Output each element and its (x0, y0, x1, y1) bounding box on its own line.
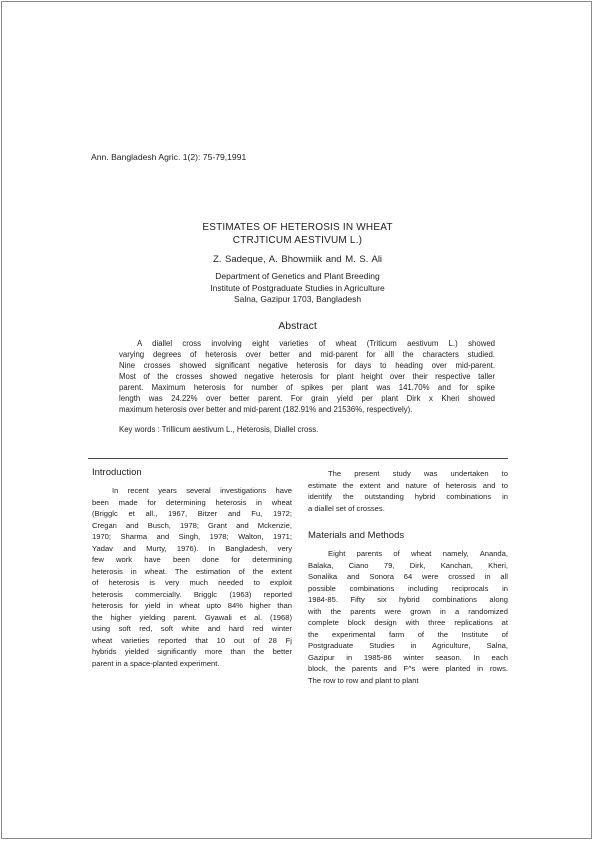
abstract-line: maximum heterosis over better and mid-parent (182.91% and 21536%, respectively). (119, 405, 413, 414)
body-line: 1970; Sharma and Singh, 1978; Walton, 1971; (92, 532, 292, 541)
body-line: Postgraduate Studies in Agriculture, Salna, (308, 641, 508, 650)
body-line: The present study was undertaken to (328, 469, 508, 478)
body-line: heterosis for yield in wheat upto 84% higher than (92, 601, 292, 610)
introduction-text (92, 485, 292, 669)
body-line: identify the outstanding hybrid combinations in (308, 492, 508, 501)
journal-citation: Ann. Bangladesh Agric. 1(2): 75-79,1991 (91, 152, 247, 162)
body-line: Eight parents of wheat namely, Ananda, (328, 549, 508, 558)
body-line: The row to row and plant to plant (308, 675, 419, 685)
body-line: been made for determining heterosis in wheat (92, 497, 292, 507)
title-line: ESTIMATES OF HETEROSIS IN WHEAT (202, 222, 393, 233)
body-line: estimate the extent and nature of heterosis and to (308, 480, 508, 490)
body-line: using soft red, soft white and hard red winter (92, 624, 292, 633)
present-study-text (308, 468, 508, 514)
abstract-line: A diallel cross involving eight varieties of wheat (Triticum aestivum L.) showed (137, 339, 495, 348)
author-list: Z. Sadeque, A. Bhowmiik and M. S. Ali (212, 254, 383, 265)
paper-title (0, 221, 595, 247)
body-line: possible combinations including reciprocals in (308, 583, 508, 593)
body-line: Balaka, Ciano 79, Dirk, Kanchan, Kheri, (308, 560, 508, 570)
body-line: wheat varieties reported that 10 out of 28 Fj (92, 635, 292, 645)
abstract-line: parent. Maximum heterosis for number of spikes per plant was 141.70% and for spike (119, 383, 495, 392)
page-border (1, 1, 592, 839)
abstract-heading: Abstract (278, 320, 317, 332)
affiliation-line: Institute of Postgraduate Studies in Agriculture (210, 282, 385, 293)
abstract-line: varying degrees of heterosis over better and mid-parent for alll the characters studied. (119, 350, 495, 359)
body-line: (Brigglc et all., 1967, Bitzer and Fu, 1972; (92, 509, 292, 518)
introduction-heading: Introduction (92, 467, 142, 478)
body-line: with the parents were grown in a randomized (308, 606, 508, 616)
abstract-line: length was 24.22% over better parent. For grain yield per plant Dirk x Kheri showed (119, 394, 495, 403)
body-line: heterosis in wheat. The estimation of the extent (92, 566, 292, 576)
affiliation-line: Salna, Gazipur 1703, Bangladesh (233, 294, 362, 304)
body-line: the experimental farm of the Institute of (308, 629, 508, 639)
abstract-text (119, 338, 495, 415)
body-line: In recent years several investigations have (112, 486, 292, 495)
body-line: 1984-85. Fifty six hybrid combinations along (308, 595, 508, 604)
body-line: hybrids yielded significantly more than the better (92, 647, 292, 656)
abstract-line: Most of the crosses showed negative heterosis for plant height over their respective taller (119, 372, 495, 381)
body-line: of heterosis is very much needed to exploit (92, 578, 292, 587)
body-line: Yadav and Murty, 1976). In Bangladesh, very (92, 543, 292, 553)
body-line: Gazipur in 1985-86 winter season. In each (308, 652, 508, 662)
body-line: few work have been done for determining (92, 555, 292, 564)
abstract-line: Nine crosses showed significant negative heterosis for days to heading over mid-parent. (119, 361, 495, 370)
body-line: Cregan and Busch, 1978; Grant and Mckenzie, (92, 520, 292, 530)
body-line: block, the parents and F^s were planted in rows. (308, 664, 508, 673)
materials-methods-text (308, 548, 508, 686)
section-divider (88, 458, 508, 459)
body-line: heterosis commercialIy. Brigglc (1963) reported (92, 589, 292, 599)
affiliation (0, 271, 595, 306)
keywords: Key words : Trillicum aestivum L., Heterosis, Diallel cross. (119, 425, 319, 434)
title-line: CTRJTICUM AESTIVUM L.) (232, 235, 363, 246)
body-line: parent in a space-planted experiment. (92, 658, 220, 668)
body-line: complete block design with three replications at (308, 618, 508, 627)
affiliation-line: Department of Genetics and Plant Breeding (215, 271, 380, 281)
body-line: a diallel set of crosses. (308, 503, 385, 513)
body-line: Sonalika and Sonora 64 were crossed in all (308, 572, 508, 581)
body-line: the higher yielding parent. Gyawali et al. (1968) (92, 612, 292, 622)
materials-methods-heading: Materials and Methods (308, 530, 405, 541)
